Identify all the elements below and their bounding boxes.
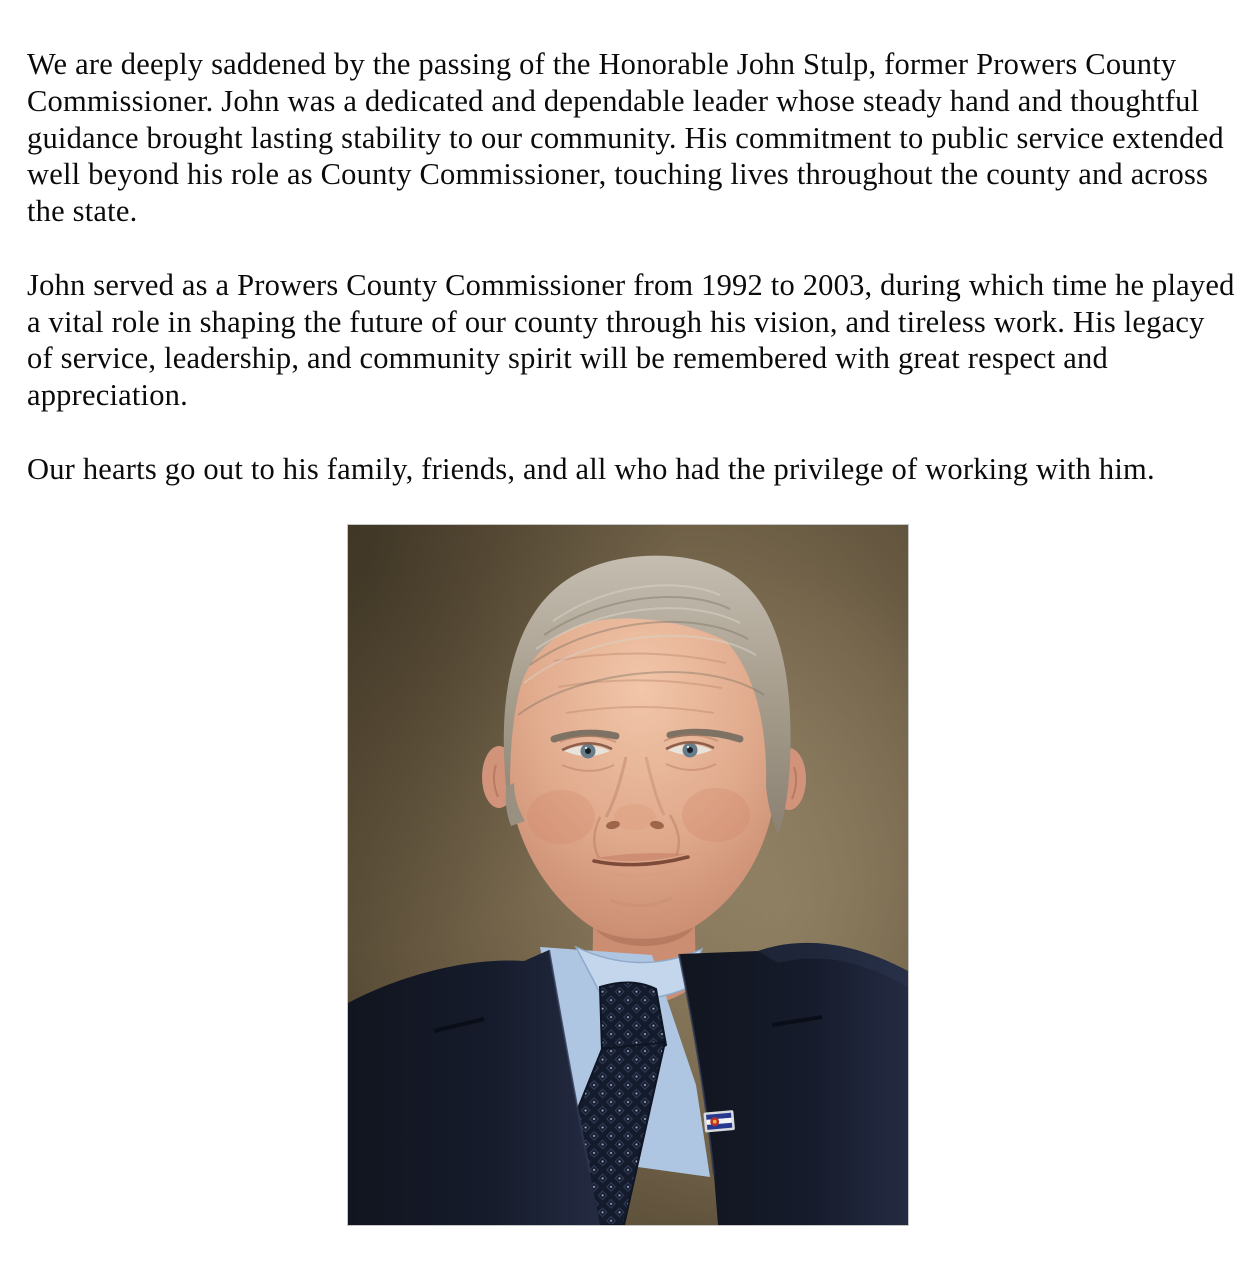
paragraph-2-line: John served as a Prowers County Commissioner from 1992 to 2003, during which time he played bbox=[27, 267, 1235, 302]
right-cheek bbox=[682, 788, 750, 842]
paragraph-1 bbox=[27, 46, 1240, 230]
paragraph-1-line: Commissioner. John was a dedicated and dependable leader whose steady hand and thoughtful bbox=[27, 83, 1200, 118]
left-cheek bbox=[527, 790, 595, 844]
paragraph-2-line: of service, leadership, and community spirit will be remembered with great respect and bbox=[27, 341, 1108, 376]
colorado-flag-pin-icon bbox=[703, 1110, 735, 1133]
paragraph-1-line: guidance brought lasting stability to our community. His commitment to public service extended bbox=[27, 120, 1224, 155]
paragraph-2-line: appreciation. bbox=[27, 378, 188, 413]
paragraph-2-line: a vital role in shaping the future of our county through his vision, and tireless work. His legacy bbox=[27, 304, 1205, 339]
paragraph-3-line: Our hearts go out to his family, friends, and all who had the privilege of working with him. bbox=[27, 451, 1155, 486]
paragraph-1-line: the state. bbox=[27, 194, 138, 229]
announcement-text bbox=[0, 0, 1256, 488]
paragraph-1-line: We are deeply saddened by the passing of the Honorable John Stulp, former Prowers County bbox=[27, 47, 1177, 81]
portrait-photo bbox=[347, 524, 909, 1226]
paragraph-3 bbox=[27, 451, 1240, 488]
paragraph-1-line: well beyond his role as County Commissioner, touching lives throughout the county and across bbox=[27, 157, 1209, 192]
paragraph-2 bbox=[27, 267, 1240, 414]
